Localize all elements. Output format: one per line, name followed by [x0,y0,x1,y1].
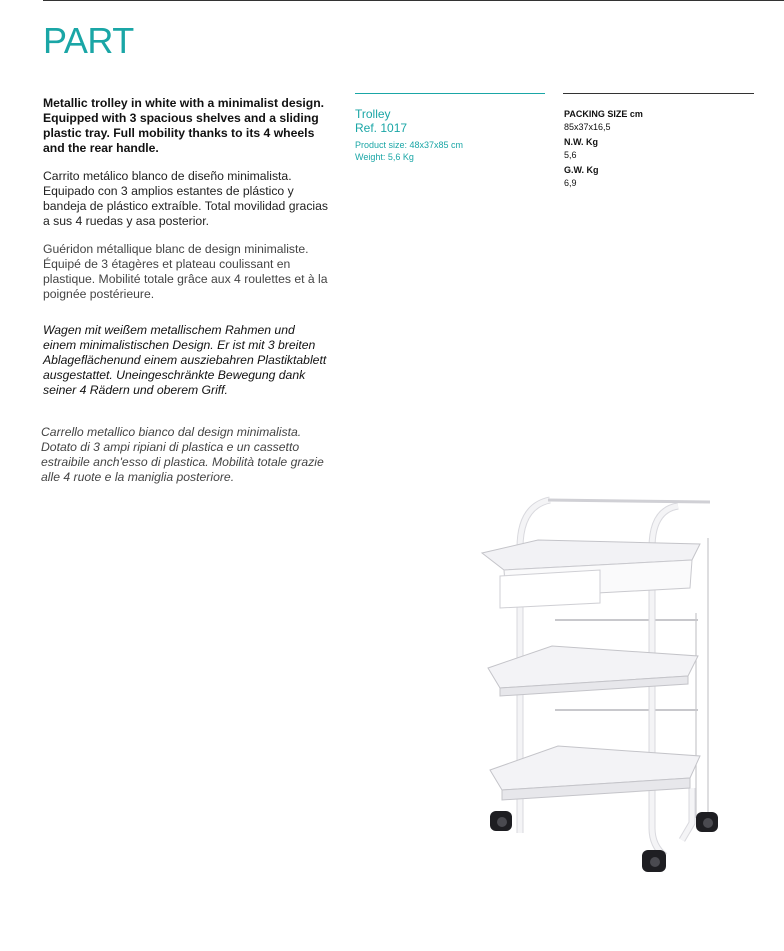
net-weight-label: N.W. Kg [564,137,598,147]
gross-weight-label: G.W. Kg [564,165,599,175]
product-divider [355,93,545,94]
description-italian: Carrello metallico bianco dal design minimalista. Dotato di 3 ampi ripiani di plastica e un cassetto estraibile anch'esso di plastica. Mobilità totale grazie alle 4 ruote e la maniglia posteriore. [41,425,324,484]
description-french: Guéridon métallique blanc de design minimaliste. Équipé de 3 étagères et plateau coulissant en plastique. Mobilité totale grâce aux 4 roulettes et à la poignée postérieure. [43,242,328,301]
description-english: Metallic trolley in white with a minimalist design. Equipped with 3 spacious shelves and a sliding plastic tray. Full mobility thanks to its 4 wheels and the rear handle. [43,96,325,155]
packing-size-label: PACKING SIZE cm [564,109,643,119]
product-reference: Ref. 1017 [355,121,408,135]
page-title: PART [43,20,134,61]
gross-weight-value: 6,9 [564,178,577,188]
net-weight-value: 5,6 [564,150,577,160]
product-size: Product size: 48x37x85 cm [355,140,464,150]
product-weight: Weight: 5,6 Kg [355,152,414,162]
trolley-product-image [460,488,735,888]
description-german: Wagen mit weißem metallischem Rahmen und einem minimalistischen Design. Er ist mit 3 breiten Ablageflächenund einem ausziebahren Plastiktablett ausgestattet. Uneingeschränkte Bewegung dank seiner 4 Rädern und oberem Griff. [43,323,327,397]
product-name: Trolley [355,107,391,121]
top-divider [43,0,784,1]
packing-divider [563,93,754,94]
caster-wheels [490,811,718,872]
packing-size-value: 85x37x16,5 [564,122,611,132]
description-spanish: Carrito metálico blanco de diseño minimalista. Equipado con 3 amplios estantes de plástico y bandeja de plástico extraíble. Total movilidad gracias a sus 4 ruedas y asa posterior. [43,169,328,228]
